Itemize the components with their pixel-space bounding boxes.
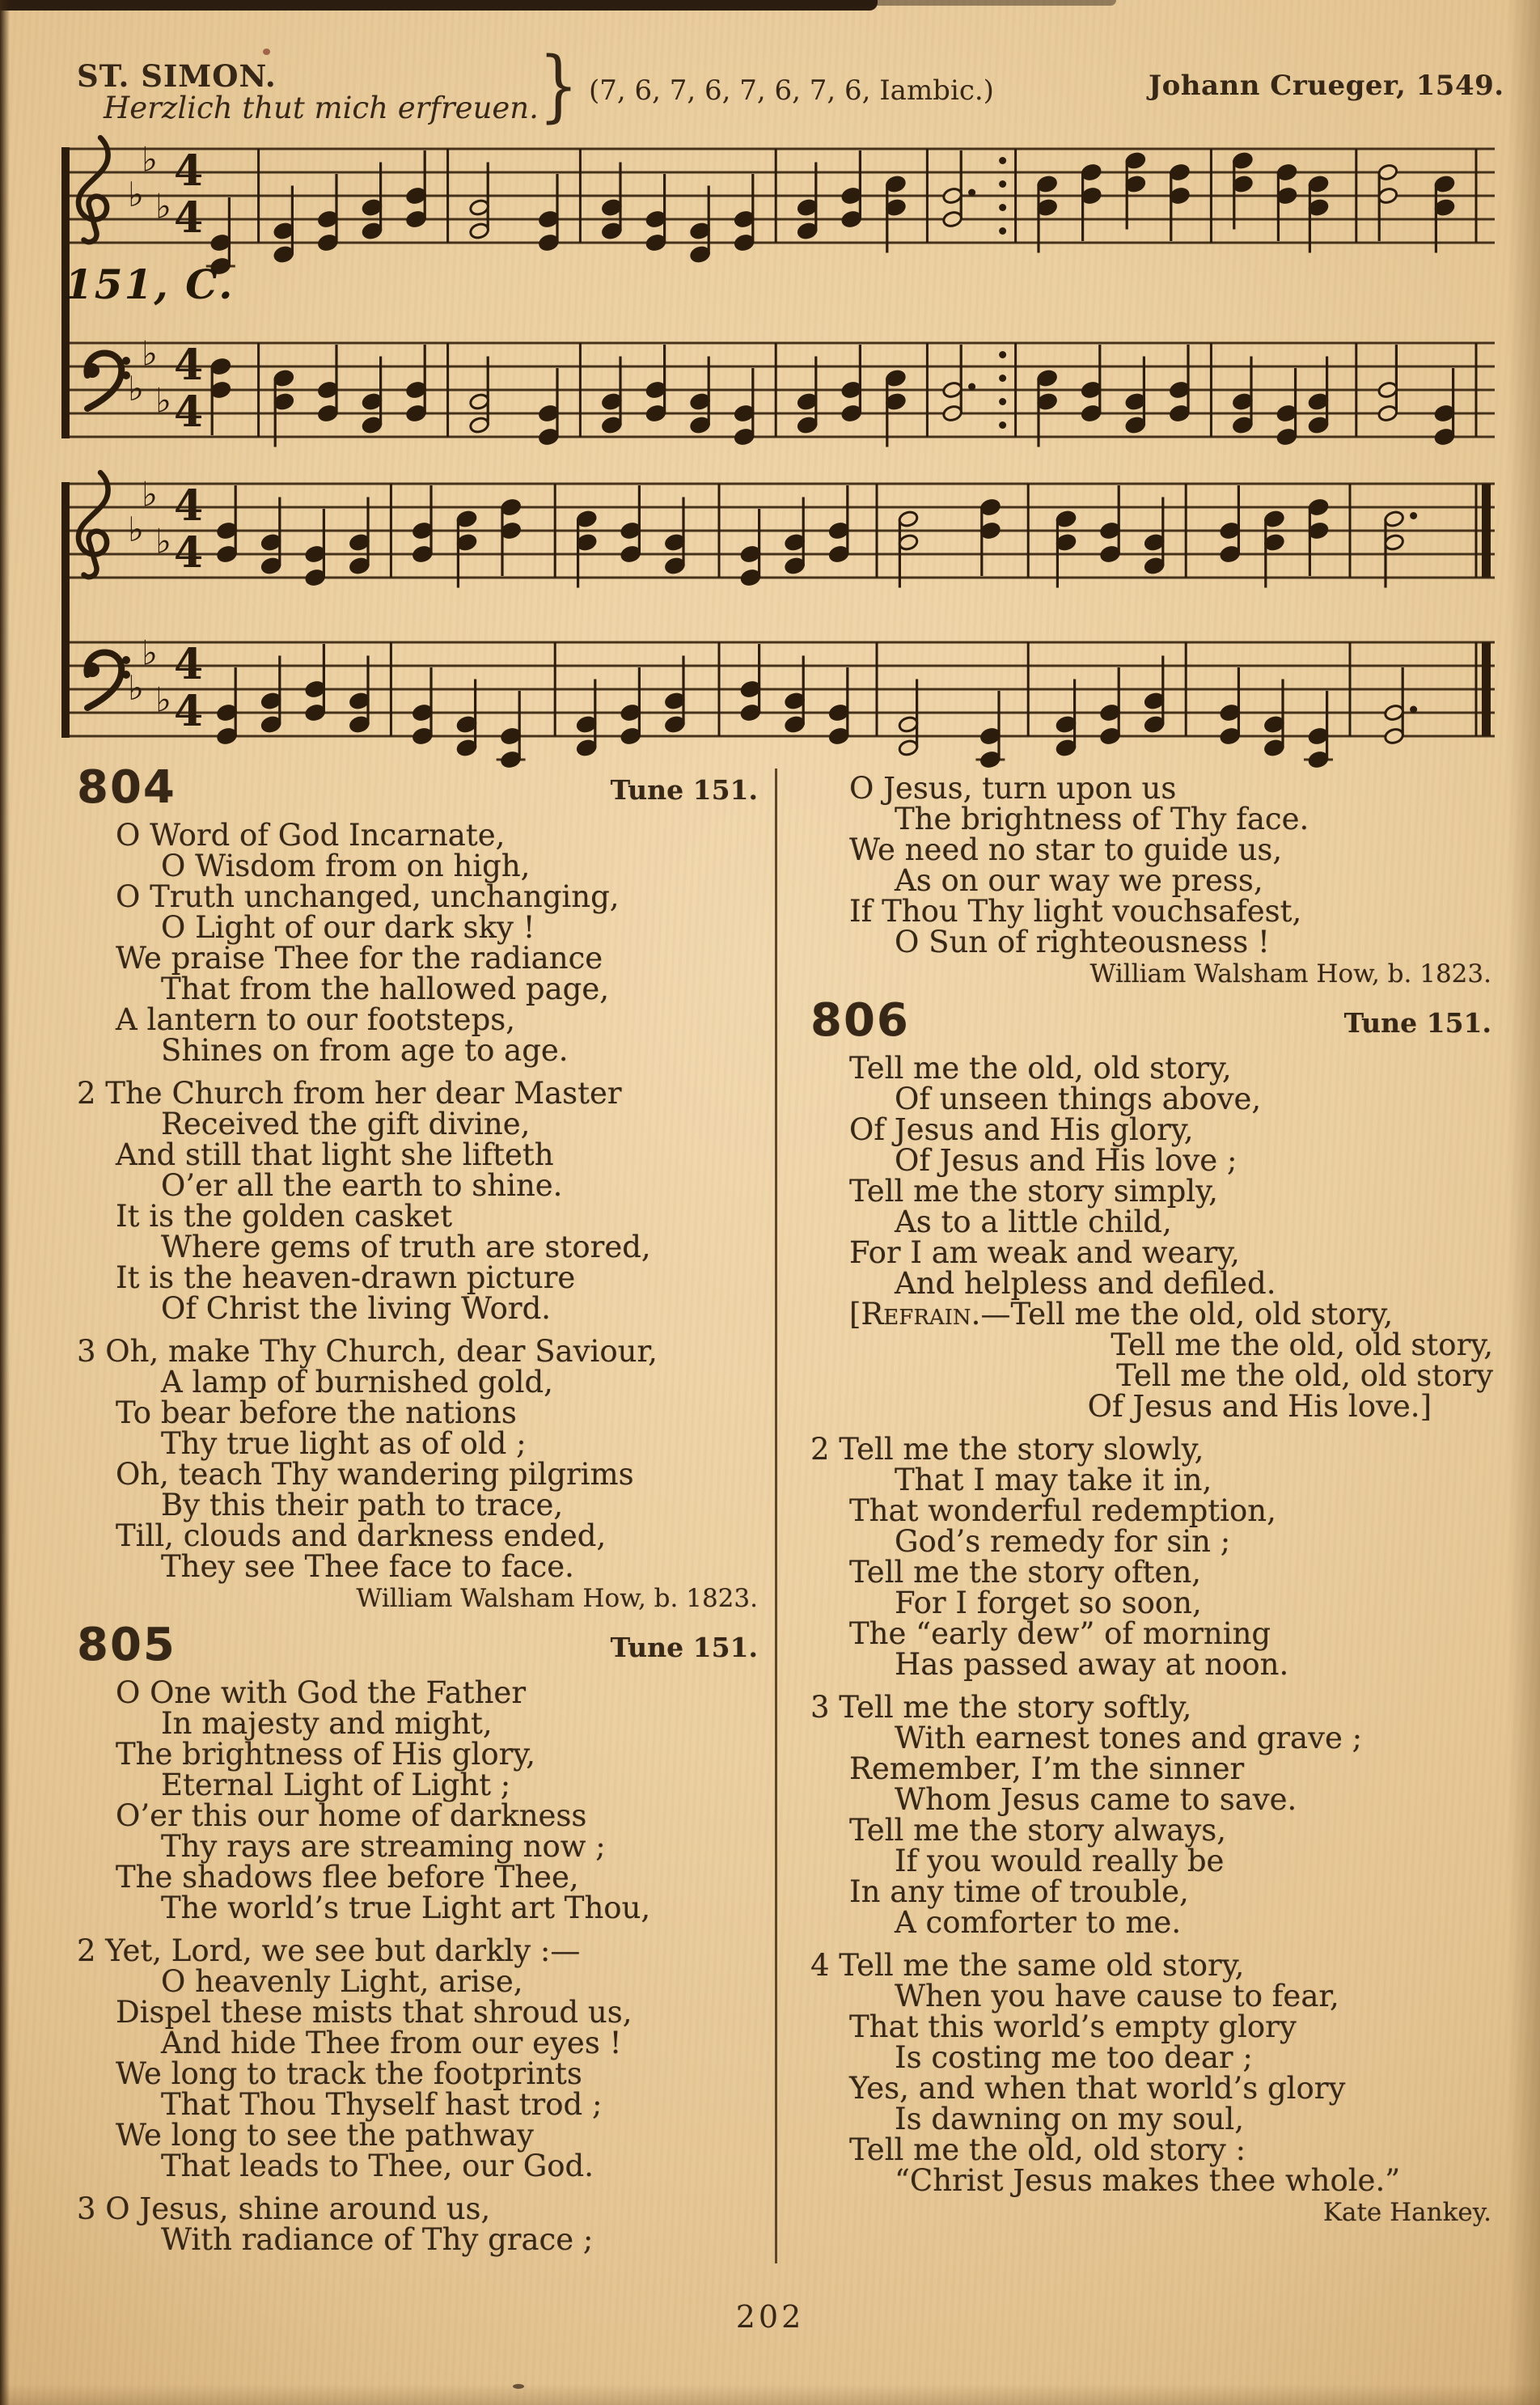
verse-line: Received the gift divine, — [161, 1107, 531, 1141]
verse-line: Oh, teach Thy wandering pilgrims — [116, 1457, 634, 1492]
flat-sign-icon: ♭ — [142, 474, 158, 514]
time-signature: 4 — [174, 387, 204, 437]
refrain-line: Tell me the old, old story — [1116, 1358, 1493, 1393]
verse-line: God’s remedy for sin ; — [895, 1524, 1231, 1559]
meter-text: (7, 6, 7, 6, 7, 6, 7, 6, Iambic.) — [589, 74, 994, 107]
verse-line: As on our way we press, — [895, 863, 1263, 898]
refrain-label: [Refrain.— — [849, 1297, 1011, 1332]
verse-line: O Light of our dark sky ! — [161, 910, 535, 945]
flat-sign-icon: ♭ — [128, 369, 144, 409]
verse-line: Is costing me too dear ; — [895, 2040, 1253, 2075]
hymn-header — [77, 761, 764, 814]
music-notes-bass-0 — [210, 345, 1455, 447]
verse — [77, 1078, 764, 1324]
verse-line: 2 Yet, Lord, we see but darkly :— — [77, 1933, 581, 1968]
verse-line: Of unseen things above, — [895, 1082, 1262, 1116]
verse-line: Till, clouds and darkness ended, — [116, 1518, 607, 1553]
hymn-header — [77, 1619, 764, 1671]
tune-reference: Tune 151. — [610, 1632, 758, 1663]
verse-line: O’er this our home of darkness — [116, 1798, 587, 1833]
column-divider — [775, 768, 777, 2263]
verse-line: O Wisdom from on high, — [161, 849, 531, 883]
verse-line: A lantern to our footsteps, — [116, 1002, 516, 1037]
verse-line: For I forget so soon, — [895, 1586, 1202, 1620]
verse-line: We praise Thee for the radiance — [116, 941, 603, 976]
verse — [77, 820, 764, 1066]
verse-line: As to a little child, — [895, 1205, 1172, 1239]
verse-line: They see Thee face to face. — [161, 1549, 574, 1584]
verse-line: Where gems of truth are stored, — [161, 1230, 651, 1264]
hymn-header — [810, 994, 1498, 1047]
verse-line: To bear before the nations — [116, 1395, 517, 1430]
verse-line: With earnest tones and grave ; — [895, 1721, 1363, 1755]
flat-sign-icon: ♭ — [128, 668, 144, 708]
verse-line: Shines on from age to age. — [161, 1033, 569, 1068]
verse-line: O heavenly Light, arise, — [161, 1964, 523, 1999]
verse-line: Eternal Light of Light ; — [161, 1768, 511, 1802]
verse-line: Thy true light as of old ; — [161, 1426, 527, 1461]
attribution: William Walsham How, b. 1823. — [356, 1584, 758, 1613]
verse-line: That wonderful redemption, — [849, 1493, 1276, 1528]
verse — [77, 1675, 764, 1925]
verse-line: We long to track the footprints — [116, 2056, 582, 2091]
ink-speck — [263, 49, 270, 55]
refrain-line: Of Jesus and His love.] — [1087, 1389, 1432, 1424]
tune-number-label: 151, C. — [65, 260, 235, 308]
flat-sign-icon: ♭ — [142, 633, 158, 673]
sheet-music-svg — [57, 118, 1504, 775]
flat-sign-icon: ♭ — [155, 521, 171, 561]
verse-line: 2 Tell me the story slowly, — [810, 1432, 1204, 1467]
music-notes-treble-0 — [206, 150, 1455, 275]
verse-line: That I may take it in, — [895, 1463, 1212, 1497]
verse-line: O One with God the Father — [116, 1675, 527, 1710]
verse — [77, 1933, 764, 2183]
flat-sign-icon: ♭ — [155, 680, 171, 720]
verse — [810, 773, 1498, 958]
verse — [810, 1299, 1498, 1422]
verse — [810, 1950, 1498, 2196]
music-notes-bass-1 — [217, 644, 1417, 768]
verse — [810, 1434, 1498, 1680]
lyrics-left-column — [77, 761, 764, 2257]
scan-edge-bottom — [0, 2384, 1540, 2405]
ink-speck — [513, 2384, 524, 2389]
verse-line: Tell me the old, old story, — [849, 1051, 1232, 1086]
scan-edge-right — [1508, 0, 1540, 2405]
verse-line: Tell me the story simply, — [849, 1174, 1218, 1209]
verse-line: The brightness of Thy face. — [895, 802, 1309, 836]
verse-line: Of Christ the living Word. — [161, 1291, 552, 1326]
verse-line: “Christ Jesus makes thee whole.” — [895, 2163, 1401, 2198]
time-signature: 4 — [174, 687, 204, 736]
verse-line: O’er all the earth to shine. — [161, 1168, 563, 1203]
verse-line: The brightness of His glory, — [116, 1737, 536, 1772]
verse-line: A comforter to me. — [895, 1905, 1182, 1940]
time-signature: 4 — [174, 640, 204, 689]
verse-line: We long to see the pathway — [116, 2118, 534, 2153]
verse-line: That Thou Thyself hast trod ; — [161, 2087, 603, 2122]
flat-sign-icon: ♭ — [155, 380, 171, 421]
verse-line: 3 Tell me the story softly, — [810, 1690, 1192, 1725]
tune-german-subtitle: Herzlich thut mich erfreuen. — [104, 91, 539, 125]
sheet-music — [57, 118, 1504, 775]
verse — [810, 1053, 1498, 1299]
verse-line: Remember, I’m the sinner — [849, 1751, 1245, 1786]
verse-line: We need no star to guide us, — [849, 832, 1283, 867]
verse-line: If you would really be — [895, 1844, 1225, 1878]
treble-clef-icon — [78, 472, 108, 577]
meter-brace: } — [539, 40, 578, 131]
tune-reference: Tune 151. — [1343, 1007, 1491, 1039]
verse-line: Thy rays are streaming now ; — [161, 1829, 606, 1864]
refrain-line: [Refrain.—Tell me the old, old story, — [849, 1297, 1394, 1332]
flat-sign-icon: ♭ — [155, 186, 171, 227]
flat-sign-icon: ♭ — [142, 139, 158, 180]
verse-line: Tell me the story often, — [849, 1555, 1202, 1590]
composer-credit: Johann Crueger, 1549. — [1149, 70, 1504, 102]
verse-line: O Sun of righteousness ! — [895, 925, 1270, 959]
attribution: William Walsham How, b. 1823. — [1089, 959, 1491, 989]
scan-edge-top — [0, 0, 878, 11]
refrain-line: Tell me the old, old story, — [1111, 1327, 1493, 1362]
verse-line: 2 The Church from her dear Master — [77, 1076, 622, 1111]
verse-line: In any time of trouble, — [849, 1874, 1189, 1909]
verse-line: Tell me the old, old story : — [849, 2132, 1246, 2167]
bass-clef-icon — [85, 353, 130, 409]
verse-line: Tell me the story always, — [849, 1813, 1226, 1848]
verse-line: 3 Oh, make Thy Church, dear Saviour, — [77, 1334, 658, 1369]
verse-line: O Jesus, turn upon us — [849, 771, 1177, 806]
verse-line: Of Jesus and His glory, — [849, 1112, 1194, 1147]
verse-line: In majesty and might, — [161, 1706, 493, 1741]
verse-line: And helpless and defiled. — [895, 1266, 1276, 1301]
page-number: 202 — [735, 2299, 805, 2335]
verse-line: And hide Thee from our eyes ! — [161, 2026, 622, 2060]
verse-line: That leads to Thee, our God. — [161, 2149, 594, 2183]
treble-clef-icon — [78, 138, 108, 242]
verse-line: 3 O Jesus, shine around us, — [77, 2191, 491, 2226]
time-signature: 4 — [174, 193, 204, 243]
tune-reference: Tune 151. — [610, 774, 758, 806]
verse-line: It is the heaven-drawn picture — [116, 1260, 576, 1295]
verse-line: Of Jesus and His love ; — [895, 1143, 1238, 1178]
verse-line: That this world’s empty glory — [849, 2009, 1297, 2044]
music-notes-treble-1 — [217, 485, 1417, 588]
verse-line: When you have cause to fear, — [895, 1979, 1339, 2013]
verse-line: If Thou Thy light vouchsafest, — [849, 894, 1302, 929]
time-signature: 4 — [174, 528, 204, 578]
verse-line: Is dawning on my soul, — [895, 2102, 1245, 2136]
lyrics-right-column — [810, 764, 1498, 2230]
flat-sign-icon: ♭ — [128, 175, 144, 214]
verse-line: A lamp of burnished gold, — [161, 1365, 553, 1399]
verse-line: The “early dew” of morning — [849, 1616, 1271, 1651]
attribution: Kate Hankey. — [1322, 2198, 1491, 2227]
flat-sign-icon: ♭ — [142, 333, 158, 374]
verse-line: It is the golden casket — [116, 1199, 453, 1234]
verse — [77, 2191, 764, 2257]
flat-sign-icon: ♭ — [128, 510, 144, 549]
verse-line: Has passed away at noon. — [895, 1647, 1289, 1682]
verse — [810, 1692, 1498, 1938]
verse-line: And still that light she lifteth — [116, 1137, 554, 1172]
verse-line: Dispel these mists that shroud us, — [116, 1995, 632, 2030]
verse-line: Whom Jesus came to save. — [895, 1782, 1297, 1817]
tune-name-title: ST. SIMON. — [77, 58, 277, 94]
hymn-number: 804 — [77, 761, 176, 814]
time-signature: 4 — [174, 146, 204, 196]
verse — [77, 1336, 764, 1582]
verse-line: By this their path to trace, — [161, 1488, 564, 1522]
hymn-number: 805 — [77, 1619, 176, 1671]
verse-line: For I am weak and weary, — [849, 1235, 1240, 1270]
verse-line: 4 Tell me the same old story, — [810, 1948, 1245, 1983]
verse-line: Yes, and when that world’s glory — [849, 2071, 1346, 2106]
verse-line: O Truth unchanged, unchanging, — [116, 879, 620, 914]
verse-line: O Word of God Incarnate, — [116, 818, 506, 853]
hymn-number: 806 — [810, 994, 910, 1047]
scan-edge-top-faint — [849, 0, 1116, 6]
verse-line: The world’s true Light art Thou, — [161, 1891, 651, 1925]
bass-clef-icon — [85, 652, 130, 708]
verse-line: With radiance of Thy grace ; — [161, 2222, 594, 2257]
scan-edge-left — [0, 0, 10, 2405]
verse-line: The shadows flee before Thee, — [116, 1860, 579, 1895]
time-signature: 4 — [174, 341, 204, 390]
time-signature: 4 — [174, 481, 204, 531]
verse-line: That from the hallowed page, — [161, 972, 609, 1006]
